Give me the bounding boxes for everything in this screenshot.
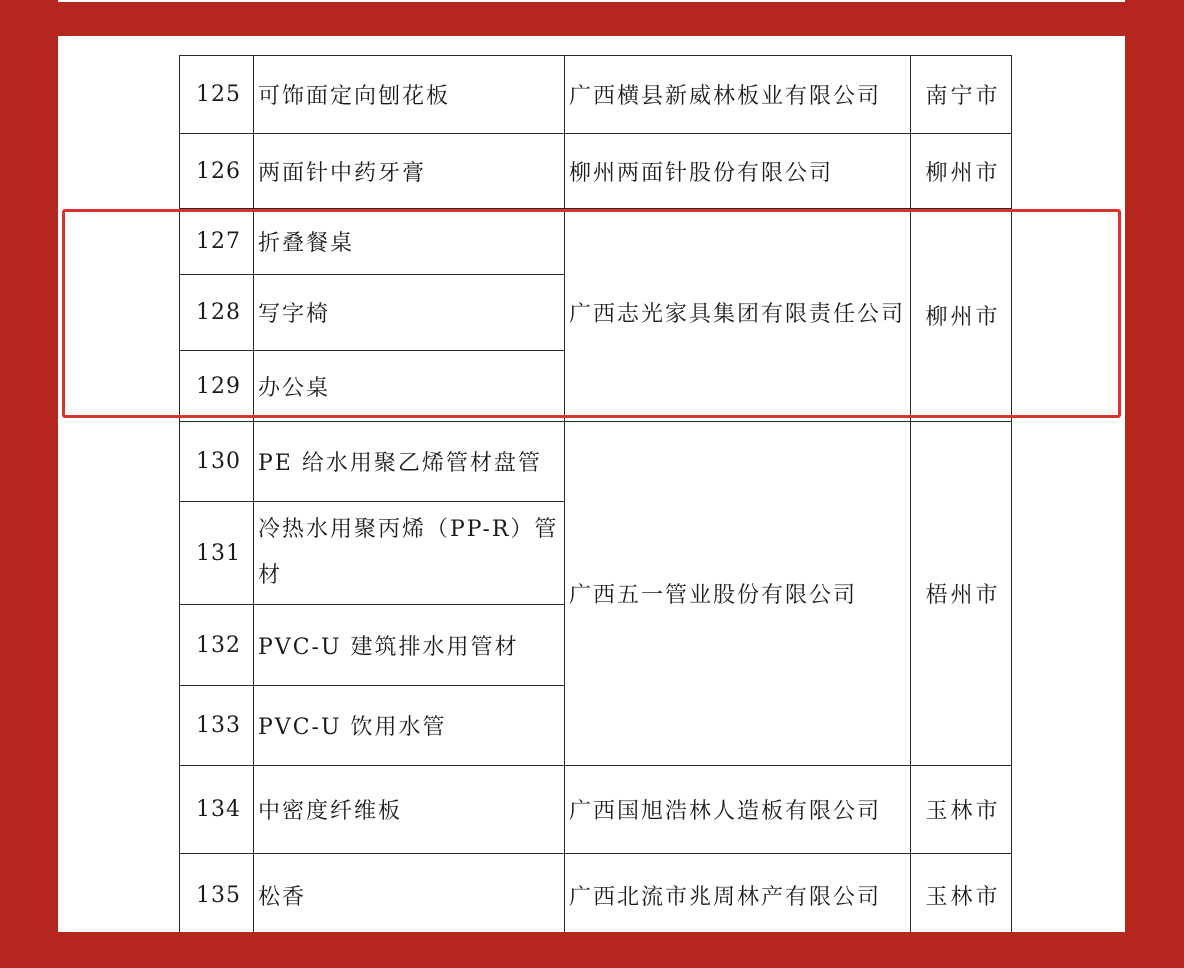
product-name: PVC-U 建筑排水用管材 — [254, 605, 565, 686]
company-name: 柳州两面针股份有限公司 — [565, 134, 911, 209]
row-number: 126 — [180, 134, 254, 209]
product-table — [179, 55, 1012, 932]
table-row — [180, 134, 1012, 209]
row-number: 129 — [180, 351, 254, 422]
company-name: 广西横县新威林板业有限公司 — [565, 56, 911, 134]
table-row — [180, 209, 1012, 275]
product-name: 办公桌 — [254, 351, 565, 422]
row-number: 132 — [180, 605, 254, 686]
city-name: 玉林市 — [911, 766, 1012, 854]
product-name: 折叠餐桌 — [254, 209, 565, 275]
city-name: 柳州市 — [911, 134, 1012, 209]
table-row — [180, 766, 1012, 854]
product-name: 冷热水用聚丙烯（PP-R）管材 — [254, 502, 565, 605]
row-number: 125 — [180, 56, 254, 134]
row-number: 128 — [180, 275, 254, 351]
table-row — [180, 56, 1012, 134]
product-name: PE 给水用聚乙烯管材盘管 — [254, 422, 565, 502]
product-name: 写字椅 — [254, 275, 565, 351]
company-name: 广西国旭浩林人造板有限公司 — [565, 766, 911, 854]
table-row — [180, 422, 1012, 502]
company-name: 广西志光家具集团有限责任公司 — [565, 209, 911, 422]
company-name: 广西北流市兆周林产有限公司 — [565, 854, 911, 933]
row-number: 133 — [180, 686, 254, 766]
product-name: 两面针中药牙膏 — [254, 134, 565, 209]
product-name: 可饰面定向刨花板 — [254, 56, 565, 134]
row-number: 131 — [180, 502, 254, 605]
row-number: 135 — [180, 854, 254, 933]
city-name: 柳州市 — [911, 209, 1012, 422]
product-name: 松香 — [254, 854, 565, 933]
city-name: 玉林市 — [911, 854, 1012, 933]
city-name: 南宁市 — [911, 56, 1012, 134]
document-page — [58, 36, 1125, 932]
company-name: 广西五一管业股份有限公司 — [565, 422, 911, 766]
top-page-edge — [58, 0, 1125, 2]
table-row — [180, 854, 1012, 933]
row-number: 130 — [180, 422, 254, 502]
row-number: 134 — [180, 766, 254, 854]
city-name: 梧州市 — [911, 422, 1012, 766]
product-name: 中密度纤维板 — [254, 766, 565, 854]
row-number: 127 — [180, 209, 254, 275]
product-name: PVC-U 饮用水管 — [254, 686, 565, 766]
